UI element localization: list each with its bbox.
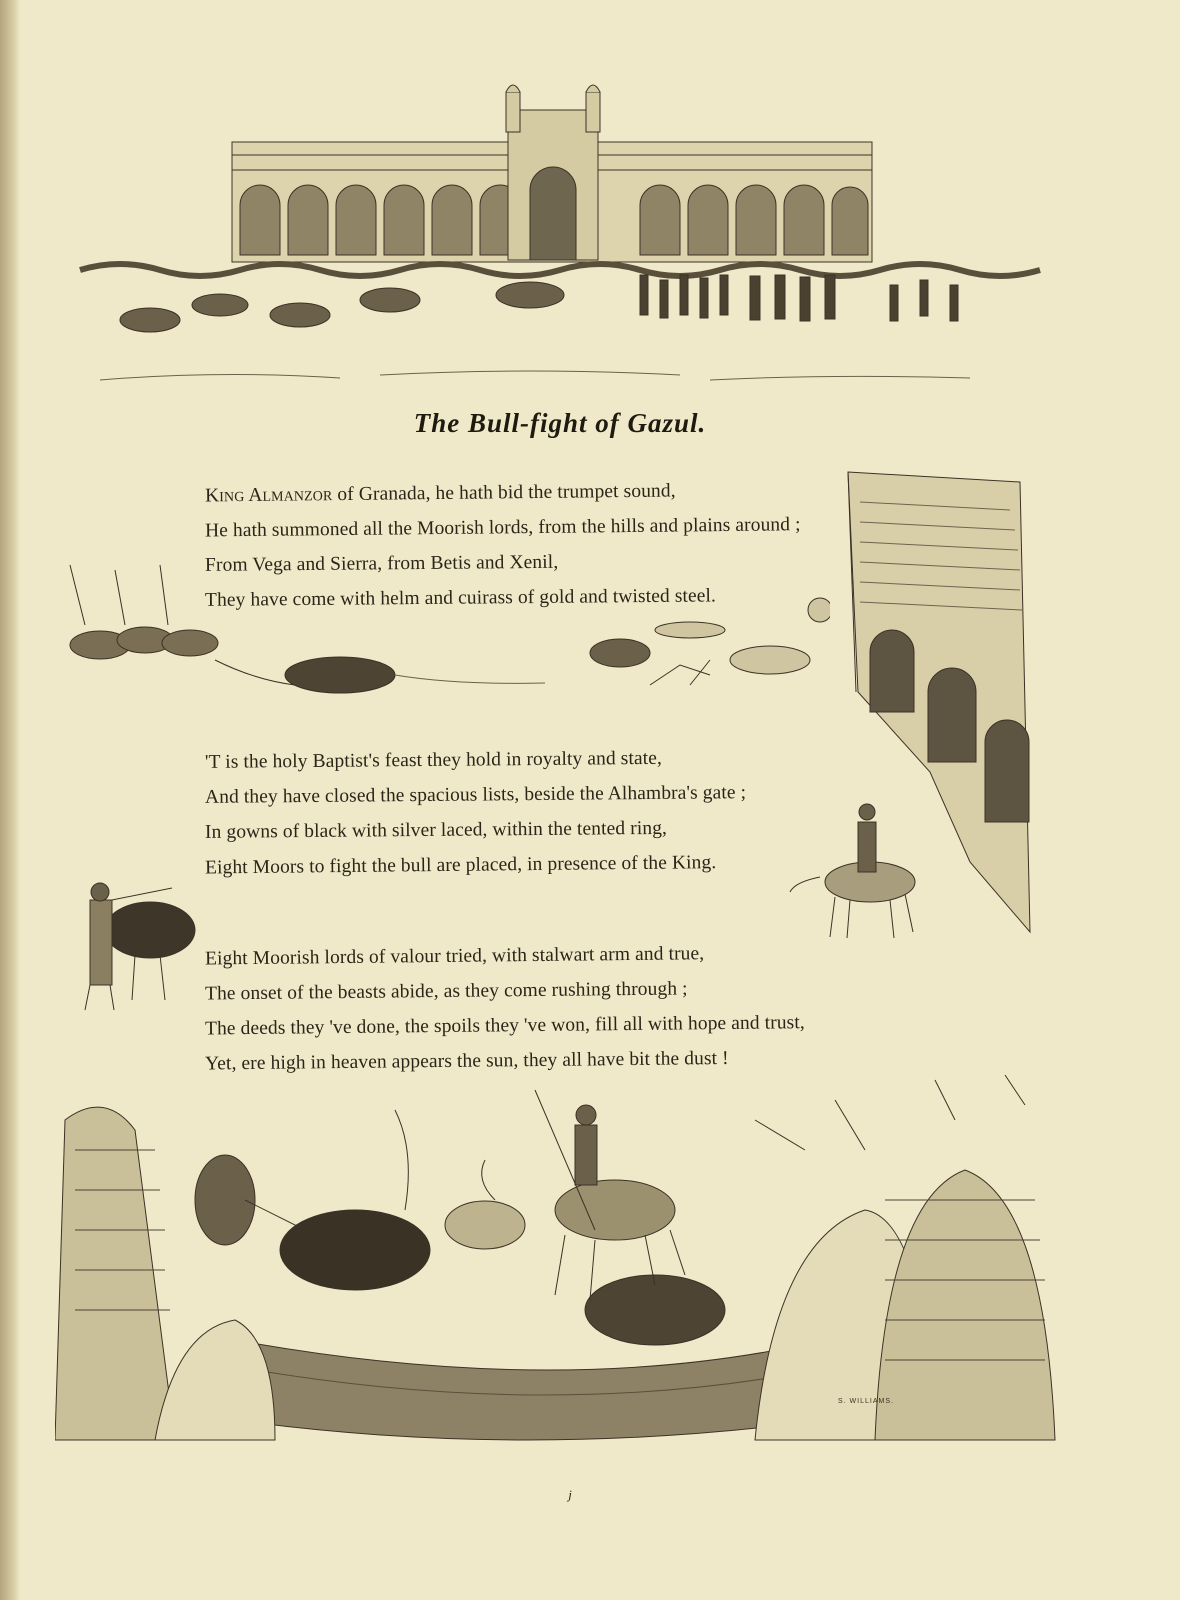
verse-line: From Vega and Sierra, from Betis and Xenil, xyxy=(204,551,559,576)
folio-mark: j xyxy=(568,1487,572,1502)
page-binding-edge xyxy=(0,0,20,1600)
palace-procession-illustration xyxy=(60,80,1050,390)
verse-line: Eight Moorish lords of valour tried, with stalwart arm and true, xyxy=(204,943,705,970)
verse-line: He hath summoned all the Moorish lords, from the hills and plains around ; xyxy=(204,514,801,542)
verse-line: Eight Moors to fight the bull are placed, in presence of the King. xyxy=(204,852,717,879)
verse-line: Yet, ere high in heaven appears the sun, they all have bit the dust ! xyxy=(204,1047,729,1075)
stanza-1 xyxy=(205,475,865,615)
stanza-2 xyxy=(205,742,865,882)
verse-line: The deeds they 've done, the spoils they 've won, fill all with hope and trust, xyxy=(204,1012,805,1040)
poem-title: The Bull-fight of Gazul. xyxy=(413,408,707,438)
arena-bullfight-illustration xyxy=(55,1060,1065,1460)
verse-line: In gowns of black with silver laced, within the tented ring, xyxy=(204,817,668,843)
first-words: King Almanzor xyxy=(204,484,333,507)
engraver-signature: S. WILLIAMS. xyxy=(838,1398,894,1405)
verse-line: And they have closed the spacious lists, beside the Alhambra's gate ; xyxy=(204,782,747,808)
verse-line: The onset of the beasts abide, as they come rushing through ; xyxy=(204,978,688,1005)
verse-line: They have come with helm and cuirass of gold and twisted steel. xyxy=(204,585,717,611)
stanza-3 xyxy=(205,938,865,1078)
verse-line: 'T is the holy Baptist's feast they hold in royalty and state, xyxy=(204,747,663,773)
moor-with-bull-illustration xyxy=(60,870,210,1015)
verse-line-text: of Granada, he hath bid the trumpet sound, xyxy=(337,480,676,506)
